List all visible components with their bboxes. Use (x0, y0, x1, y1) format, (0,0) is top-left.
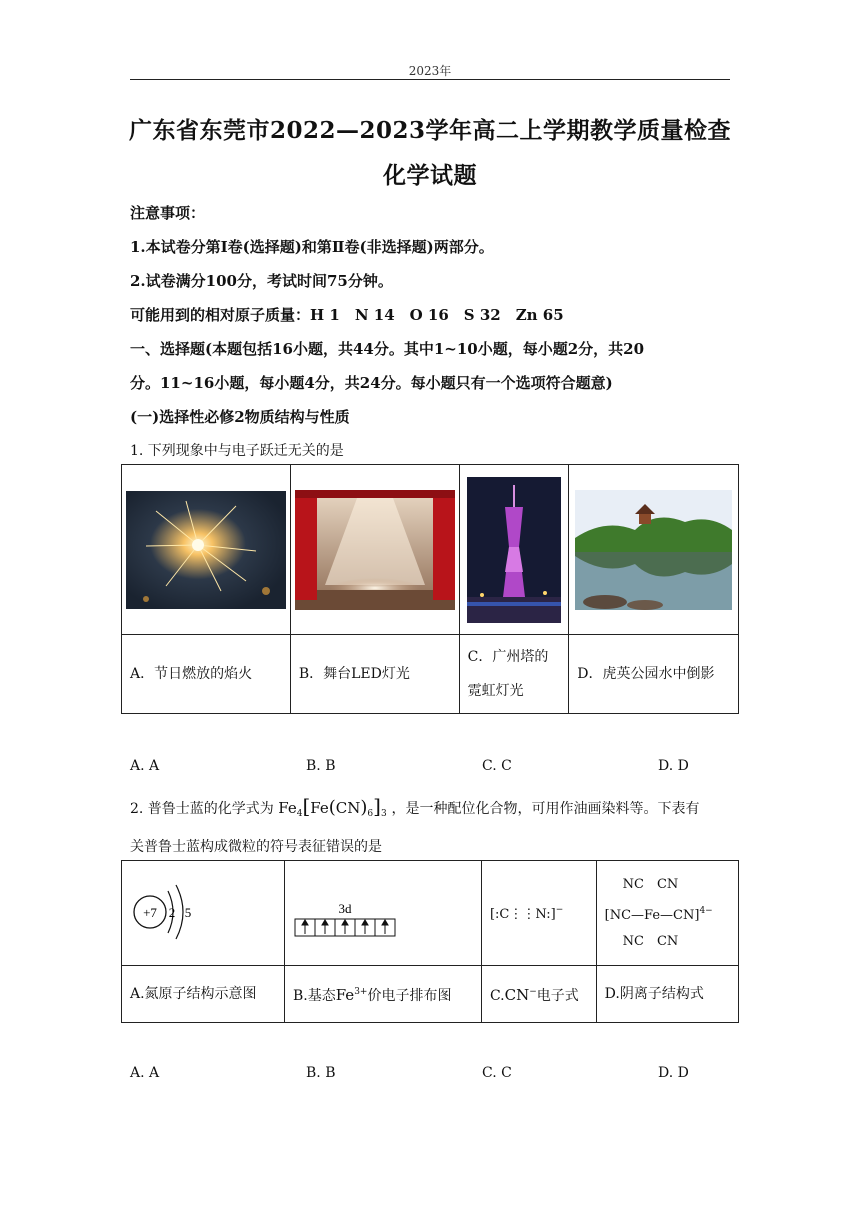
section-instructions-1: 一、选择题(本题包括16小题，共44分。其中1~10小题，每小题2分，共20 (130, 340, 645, 358)
caption-b-post: 价电子排布图 (367, 988, 452, 1004)
shell-2-electrons: 5 (184, 905, 192, 920)
electron-formula-charge: − (555, 904, 564, 915)
caption-c-ion: CN (504, 986, 530, 1004)
fireworks-image (126, 491, 286, 609)
q1-image-cell-a (122, 465, 291, 635)
q1-option-a[interactable]: A. A (130, 758, 160, 774)
q2-stem-start: 2. 普鲁士蓝的化学式为 (130, 801, 274, 817)
q2-caption-c (481, 966, 596, 1023)
q1-table (121, 464, 739, 714)
header-rule (130, 79, 730, 80)
q1-caption-c (459, 635, 569, 714)
caption-c-post: 电子式 (536, 988, 579, 1004)
nucleus-charge: +7 (143, 905, 157, 920)
q1-caption-a: A．节日燃放的焰火 (122, 635, 291, 714)
q1-option-d[interactable]: D. D (658, 758, 689, 774)
q2-diagram-cell-b (284, 861, 481, 966)
formula-fe-inner: Fe (310, 799, 329, 817)
electron-formula-text: [:C⋮⋮N:] (489, 906, 556, 922)
complex-top-ligands: NC CN (622, 876, 679, 892)
q2-stem-line2: 关普鲁士蓝构成微粒的符号表征错误的是 (130, 839, 382, 855)
q1-caption-c-line1: C．广州塔的 (467, 649, 549, 665)
canton-tower-image (467, 477, 561, 623)
q1-caption-c-line2: 霓虹灯光 (467, 683, 524, 699)
formula-paren-open: ( (328, 797, 336, 818)
caption-c-charge: − (529, 987, 537, 997)
shell-1-electrons: 2 (168, 905, 176, 920)
formula-sub-3: 3 (380, 809, 387, 819)
q2-diagram-cell-d (596, 861, 738, 966)
stage-light-image (295, 490, 455, 610)
complex-middle (605, 898, 738, 929)
notice-item-1: 1.本试卷分第Ⅰ卷(选择题)和第Ⅱ卷(非选择题)两部分。 (130, 238, 494, 256)
q2-caption-b (284, 966, 481, 1023)
q1-caption-d: D．虎英公园水中倒影 (569, 635, 739, 714)
q2-option-a[interactable]: A. A (130, 1065, 160, 1081)
complex-bottom-ligands: NC CN (622, 933, 679, 949)
formula-cn: CN (335, 799, 361, 817)
formula-bracket-close: ] (373, 794, 381, 818)
nitrogen-atom-diagram (122, 861, 282, 961)
section-instructions-2: 分。11~16小题，每小题4分，共24分。每小题只有一个选项符合题意) (130, 374, 613, 392)
exam-title: 广东省东莞市2022—2023学年高二上学期教学质量检查 (128, 117, 732, 144)
caption-c-pre: C. (489, 988, 505, 1004)
park-reflection-image (575, 490, 732, 610)
q1-option-b[interactable]: B. B (306, 758, 336, 774)
prussian-blue-formula (278, 794, 391, 819)
page-header: 2023年 (408, 64, 452, 78)
q2-option-b[interactable]: B. B (306, 1065, 336, 1081)
q2-option-d[interactable]: D. D (658, 1065, 689, 1081)
formula-sub-6: 6 (367, 809, 374, 819)
orbital-label: 3d (338, 901, 352, 916)
fe3-orbital-diagram (285, 861, 481, 961)
q2-caption-a: A.氮原子结构示意图 (122, 966, 285, 1023)
caption-b-pre: B.基态 (292, 988, 336, 1004)
q1-image-cell-c (459, 465, 569, 635)
q1-caption-b: B．舞台LED灯光 (290, 635, 459, 714)
complex-middle-text: [NC—Fe—CN] (604, 907, 700, 923)
formula-paren-close: ) (360, 797, 368, 818)
q1-stem: 1. 下列现象中与电子跃迁无关的是 (130, 443, 344, 459)
q1-image-cell-d (569, 465, 739, 635)
formula-fe-sub: 4 (296, 809, 303, 819)
section-subheading: (一)选择性必修2物质结构与性质 (130, 408, 350, 426)
q1-option-c[interactable]: C. C (482, 758, 512, 774)
q2-option-c[interactable]: C. C (482, 1065, 512, 1081)
q2-table (121, 860, 739, 1023)
q1-image-cell-b (290, 465, 459, 635)
q2-stem-end: ，是一种配位化合物，可用作油画染料等。下表有 (391, 801, 700, 817)
caption-b-ion: Fe (335, 986, 355, 1004)
formula-bracket-open: [ (302, 794, 311, 818)
formula-fe: Fe (278, 799, 297, 817)
notice-heading: 注意事项： (130, 204, 206, 222)
exam-subject: 化学试题 (383, 162, 477, 189)
notice-item-2: 2.试卷满分100分，考试时间75分钟。 (130, 272, 393, 290)
notice-item-3: 可能用到的相对原子质量：H 1 N 14 O 16 S 32 Zn 65 (130, 306, 564, 324)
q2-diagram-cell-a (122, 861, 285, 966)
q2-caption-d: D.阴离子结构式 (596, 966, 738, 1023)
anion-structure (597, 872, 738, 955)
caption-b-charge: 3+ (354, 987, 368, 997)
cn-electron-formula (482, 905, 596, 922)
q2-diagram-cell-c (481, 861, 596, 966)
complex-charge: 4− (699, 905, 713, 916)
q2-stem-line1 (130, 794, 699, 819)
